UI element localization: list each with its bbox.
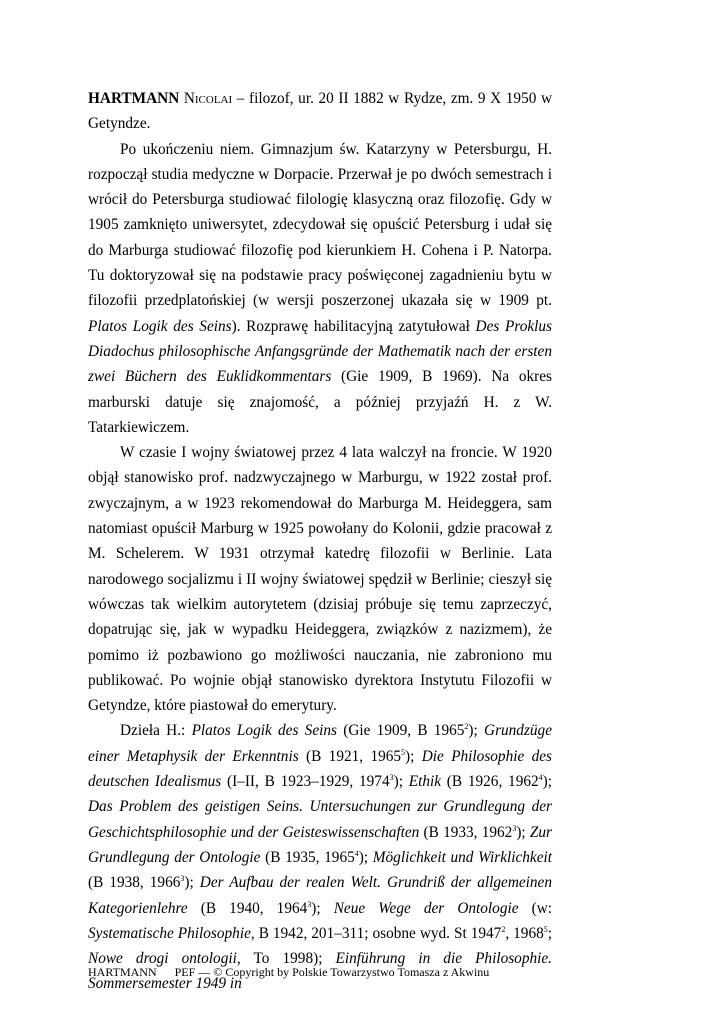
work-title: Ethik [408,773,442,791]
page-footer [88,965,489,980]
series-title: Systematische Philosophie [88,924,251,942]
work-info: , B 1942, 201–311; osobne wyd. St 1947 [250,924,502,942]
edition-sup: 2 [464,722,469,732]
work-info: ; [547,924,552,942]
edition-sup: 3 [307,899,312,909]
entry-header-paragraph [88,86,552,137]
work-title: Grundzüge einer Metaphysik der Erkenntnis [88,722,553,765]
work-title: Neue Wege der Ontologie [333,899,519,917]
work-title: Platos Logik des Seins [191,722,337,740]
p1-title-2: Des Proklus Diadochus philosophische Anfangsgründe der Mathematik nach der ersten zwei Büchern des Euklidkommentars [88,317,552,386]
entry-headword: HARTMANN [88,90,180,107]
edition-sup: 4 [538,772,543,782]
edition-sup: 5 [401,747,406,757]
work-info: (Gie 1909, B 1965 [336,722,465,740]
entry-firstname: Nicolai [183,90,233,107]
work-info: , To 1998); [236,950,336,968]
work-title: Zur Grundlegung der Ontologie [88,823,553,866]
work-info: (B 1926, 1962 [441,773,539,791]
encyclopedia-entry [88,86,552,997]
entry-intro: – filozof, ur. 20 II 1882 w Rydze, zm. 9 X 1950 w Getyndze. [88,90,553,133]
works-lead: Dzieła H.: [120,722,192,740]
edition-sup: 2 [501,924,506,934]
work-title: Die Philosophie des deutschen Idealismus [88,747,553,791]
edition-sup: 5 [543,924,548,934]
p1-text-3: (Gie 1909, B 1969). Na okres marburski datuje się znajomość, a później przyjaźń H. z W. Tatarkiewiczem. [88,368,552,436]
biography-paragraph-1 [88,137,552,441]
work-info: (B 1933, 1962 [419,823,513,841]
edition-sup: 3 [180,874,185,884]
work-title: Der Aufbau der realen Welt. Grundriß der allgemeinen Kategorienlehre [88,874,552,917]
work-info: (B 1935, 1965 [260,848,355,866]
work-info: (B 1940, 1964 [187,899,308,917]
edition-sup: 3 [512,823,517,833]
footer-copyright: PEF — © Copyright by Polskie Towarzystwo Tomasza z Akwinu [174,965,490,979]
p1-title-1: Platos Logik des Seins [88,317,232,335]
work-info: (w: [518,899,553,917]
work-info: (B 1921, 1965 [298,747,402,765]
p1-text-1: Po ukończeniu niem. Gimnazjum św. Katarzyny w Petersburgu, H. rozpoczął studia medyczne w Dorpacie. Przerwał je po dwóch semestrach i wrócił do Petersburga studiować filologię klasyczną oraz filozofię. Gdy w 1905 zamknięto uniwersytet, zdecydował się opuścić Petersburg i udał się do Marburga studiować filozofię pod kierunkiem H. Cohena i P. Natorpa. Tu doktoryzował się na podstawie pracy poświęconej zagadnieniu bytu w filozofii przedplatońskiej (w wersji poszerzonej ukazała się w 1909 pt. [88,140,552,310]
work-info: (I–II, B 1923–1929, 1974 [221,773,390,791]
biography-paragraph-2: W czasie I wojny światowej przez 4 lata walczył na froncie. W 1920 objął stanowisko prof. nadzwyczajnego w Marburgu, w 1922 został prof. zwyczajnym, a w 1923 rekomendował do Marburga M. Heideggera, sam natomiast opuścił Marburg w 1925 powołany do Kolonii, gdzie pracował z M. Schelerem. W 1931 otrzymał katedrę filozofii w Berlinie. Lata narodowego socjalizmu i II wojny światowej spędził w Berlinie; cieszył się wówczas tak wielkim autorytetem (dzisiaj próbuje się temu zaprzeczyć, dopatrując się, jak w wypadku Heideggera, związków z nazizmem), że pomimo iż pozbawiono go możliwości nauczania, nie zabroniono mu publikować. Po wojnie objął stanowisko dyrektora Instytutu Filozofii w Getyndze, które piastował do emerytury. [88,444,552,715]
work-info: , 1968 [505,924,544,942]
p1-text-2: ). Rozprawę habilitacyjną zatytułował [231,317,476,335]
edition-sup: 4 [354,848,359,858]
work-info: (B 1938, 1966 [88,874,181,892]
footer-entry-name: HARTMANN [88,965,157,979]
work-title: Einführung in die Philosophie. Sommersemester 1949 in [88,950,552,993]
work-title: Nowe drogi ontologii [88,950,237,968]
works-paragraph: Dzieła H.: Platos Logik des Seins (Gie 1909, B 1965$^2$); Grundzüge einer Metaphysik der Erkenntnis (B 1921, 1965$^5$); Die Philosophie des deutschen Idealismus (I–II, B 1923–1929, 1974$^3$); Ethik (B 1926, 1962$^4$); Das Problem des geistigen Seins. Untersuchungen zur Grundlegung der Geschichtsphilosophie und der Geisteswissenschaften (B 1933, 1962$^3$); Zur Grundlegung der Ontologie (B 1935, 1965$^4$); Möglichkeit und Wirklichkeit (B 1938, 1966$^3$); Der Aufbau der realen Welt. Grundriß der allgemeinen Kategorienlehre (B 1940, 1964$^3$); Neue Wege der Ontologie (w: Systematische Philosophie, B 1942, 201–311; osobne wyd. St 1947$^2$, 1968$^5$; Nowe drogi ontologii, To 1998); Einführung in die Philosophie. Sommersemester 1949 in [88,722,553,993]
work-title: Das Problem des geistigen Seins. Untersuchungen zur Grundlegung der Geschichtsphilosophie und der Geisteswissenschaften [88,798,552,841]
edition-sup: 3 [389,772,394,782]
work-title: Möglichkeit und Wirklichkeit [372,848,553,866]
